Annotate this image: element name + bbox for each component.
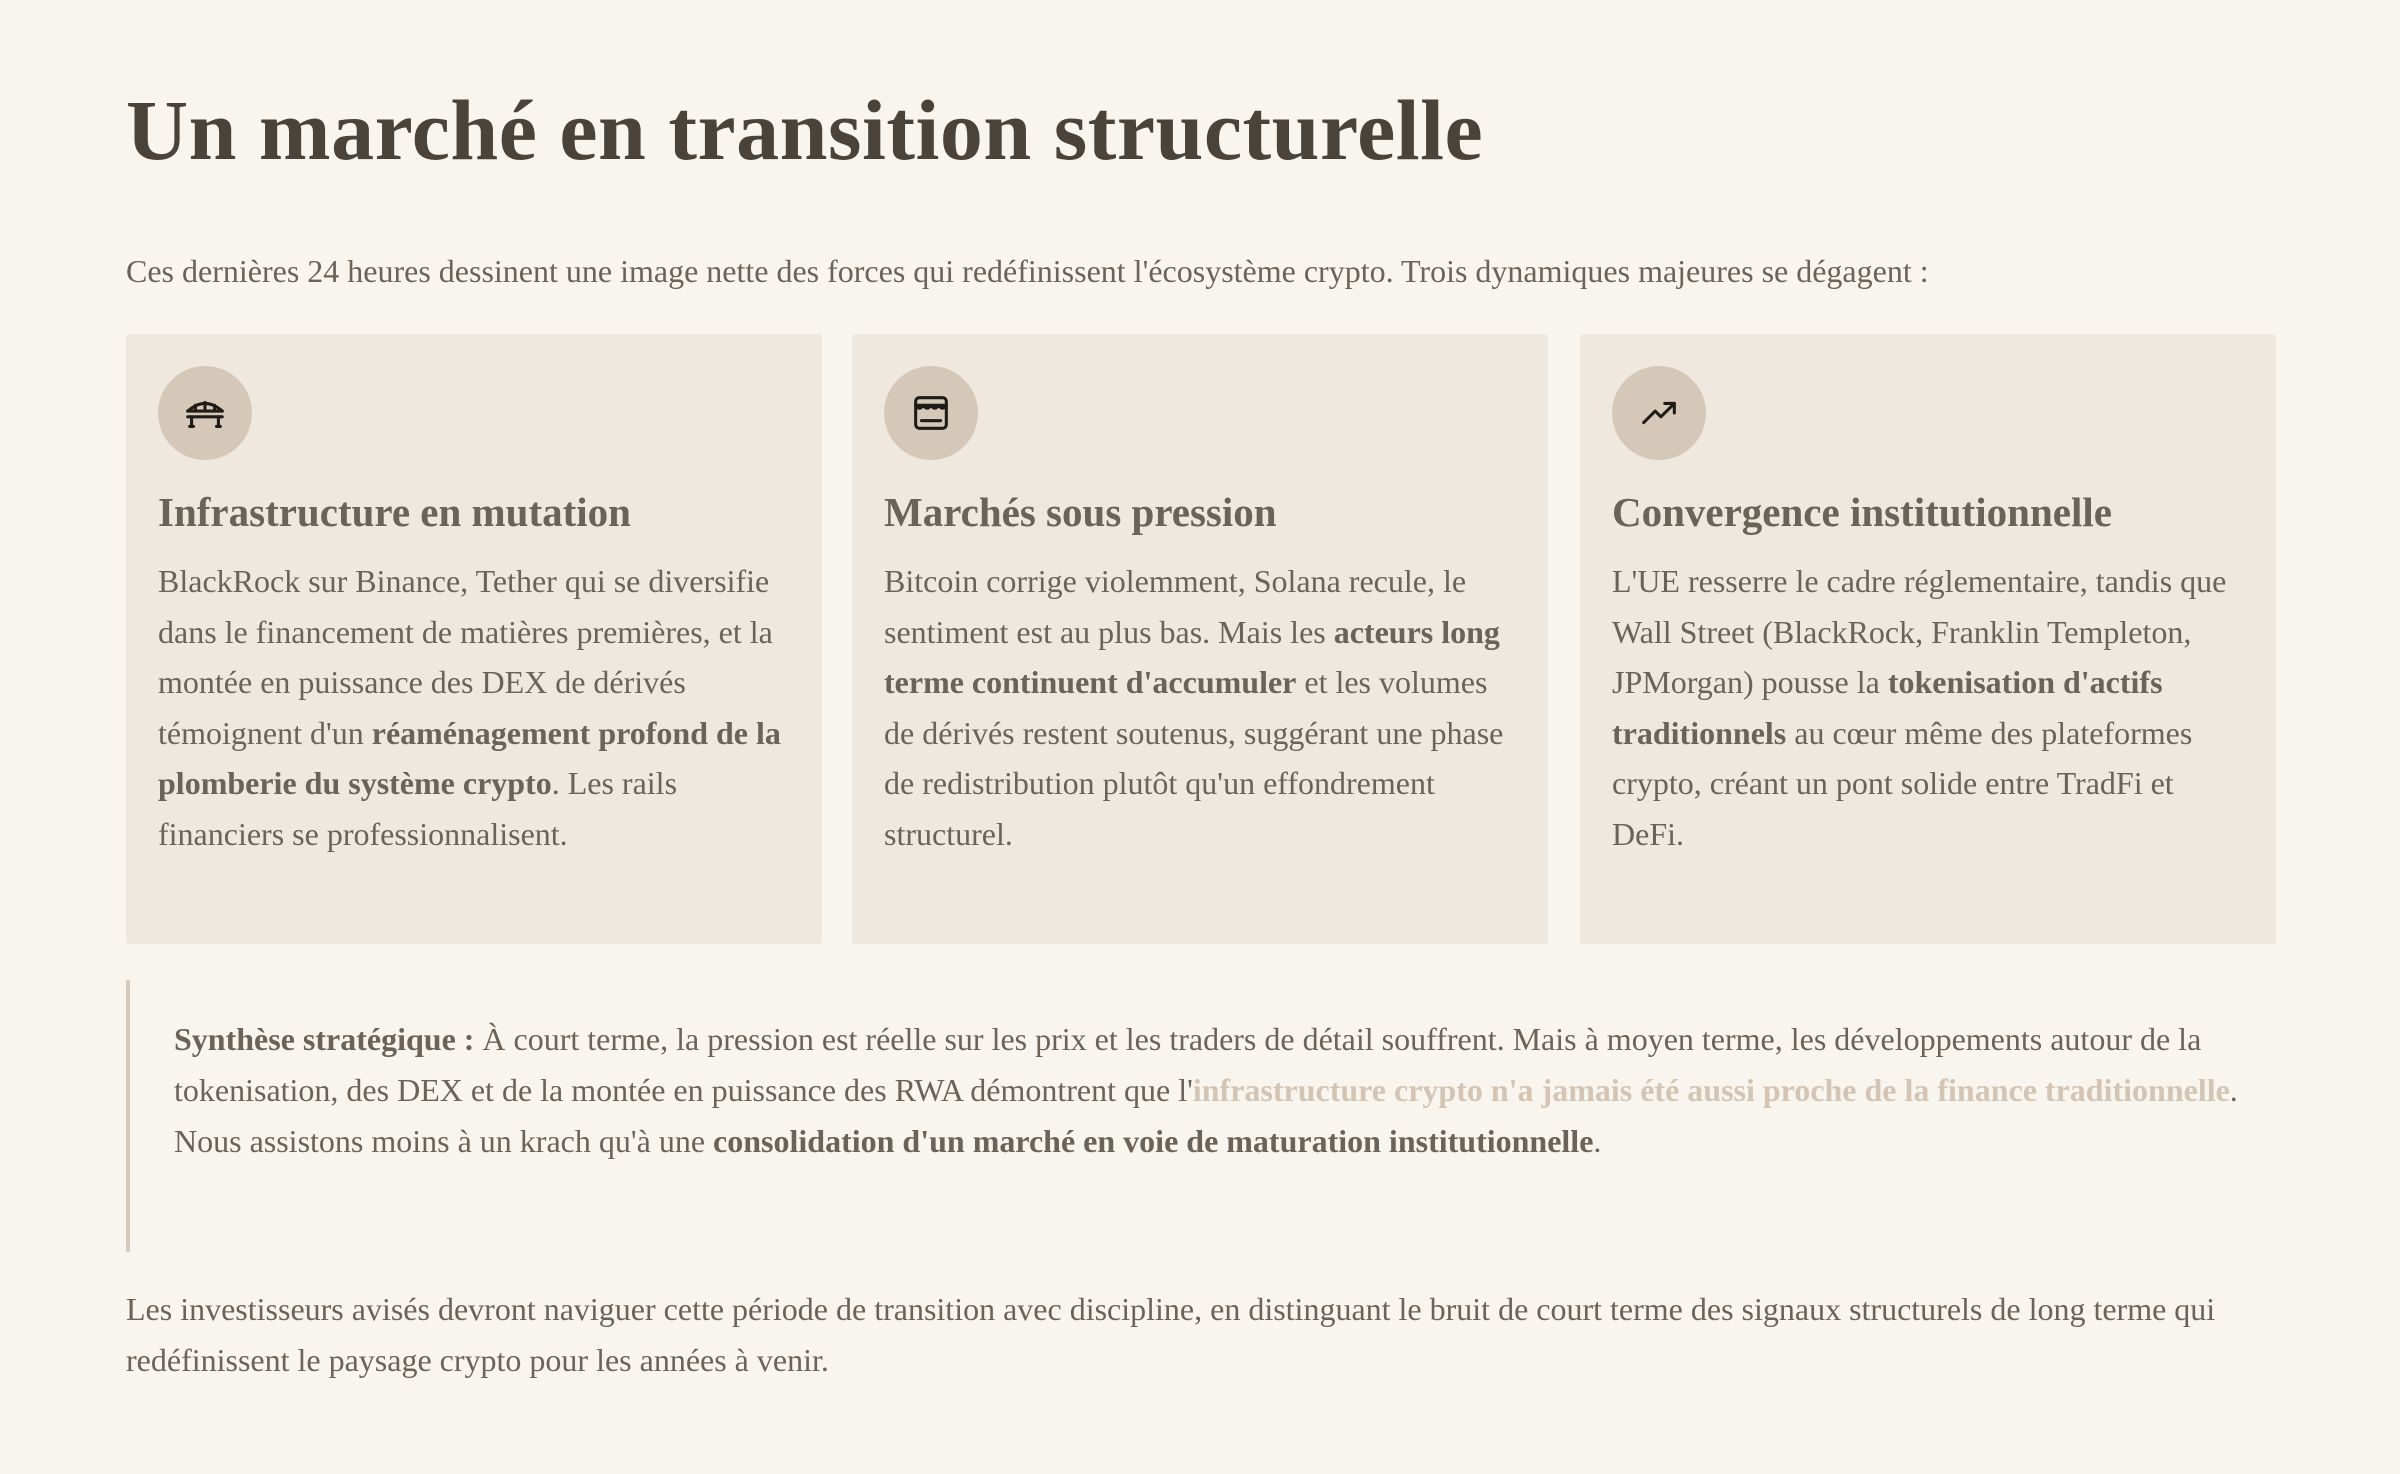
synthesis-highlight: infrastructure crypto n'a jamais été aussi proche de la finance traditionnelle [1192,1072,2230,1108]
card-text: L'UE resserre le cadre réglementaire, tandis que Wall Street (BlackRock, Franklin Templeton, JPMorgan) pousse la tokenisation d'actifs traditionnels au cœur même des plateformes crypto, créant un pont solide entre TradFi et DeFi. [1612,563,2227,852]
bridge-icon [158,366,252,460]
card-title: Marchés sous pression [884,489,1277,535]
page-title: Un marché en transition structurelle [126,82,1484,178]
card-title: Infrastructure en mutation [158,489,631,535]
trending-up-icon [1612,366,1706,460]
card-text: BlackRock sur Binance, Tether qui se diversifie dans le financement de matières premières, et la montée en puissance des DEX de dérivés témoignent d'un réaménagement profond de la plomberie du système crypto. Les rails financiers se professionnalisent. [158,563,781,852]
card-convergence [1580,334,2276,944]
card-markets [852,334,1548,944]
card-infrastructure [126,334,822,944]
intro-text: Ces dernières 24 heures dessinent une image nette des forces qui redéfinissent l'écosystème crypto. Trois dynamiques majeures se dégagent : [126,253,1929,289]
synthesis-quote [126,980,2276,1252]
synthesis-text: Synthèse stratégique : À court terme, la pression est réelle sur les prix et les traders de détail souffrent. Mais à moyen terme, les développements autour de la tokenisation, des DEX et de la montée en puissance des RWA démontrent que l'infrastructure crypto n'a jamais été aussi proche de la finance traditionnelle. Nous assistons moins à un krach qu'à une consolidation d'un marché en voie de maturation institutionnelle. [174,1021,2238,1159]
store-icon [884,366,978,460]
card-title: Convergence institutionnelle [1612,489,2112,535]
card-text: Bitcoin corrige violemment, Solana recule, le sentiment est au plus bas. Mais les acteurs long terme continuent d'accumuler et les volumes de dérivés restent soutenus, suggérant une phase de redistribution plutôt qu'un effondrement structurel. [884,563,1504,852]
synthesis-label: Synthèse stratégique : [174,1021,475,1057]
closing-text: Les investisseurs avisés devront naviguer cette période de transition avec discipline, en distinguant le bruit de court terme des signaux structurels de long terme qui redéfinissent le paysage crypto pour les années à venir. [126,1291,2216,1378]
